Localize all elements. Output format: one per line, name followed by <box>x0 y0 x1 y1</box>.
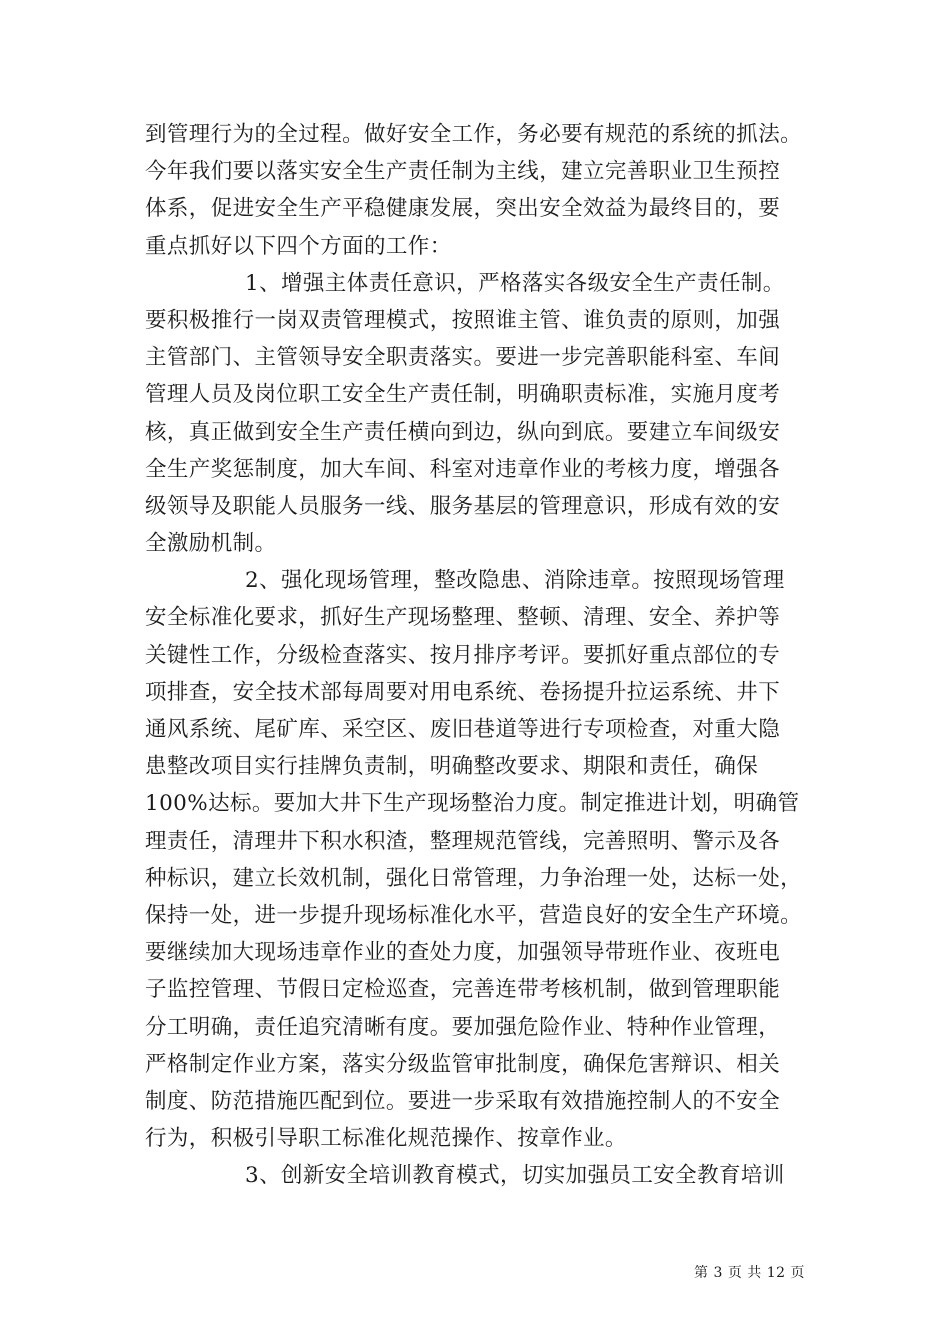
text-line: 种标识，建立长效机制，强化日常管理，力争治理一处，达标一处， <box>145 865 803 891</box>
text-line: 制度、防范措施匹配到位。要进一步采取有效措施控制人的不安全 <box>145 1088 781 1114</box>
text-line: 今年我们要以落实安全生产责任制为主线，建立完善职业卫生预控 <box>145 159 781 185</box>
text-line: 要积极推行一岗双责管理模式，按照谁主管、谁负责的原则，加强 <box>145 307 781 333</box>
text-line: 全生产奖惩制度，加大车间、科室对违章作业的考核力度，增强各 <box>145 456 781 482</box>
text-line: 体系，促进安全生产平稳健康发展，突出安全效益为最终目的，要 <box>145 196 781 222</box>
section-heading-2: 2、强化现场管理，整改隐患、消除违章。按照现场管理 <box>245 568 785 594</box>
text-line: 主管部门、主管领导安全职责落实。要进一步完善职能科室、车间 <box>145 345 781 371</box>
text-line: 子监控管理、节假日定检巡查，完善连带考核机制，做到管理职能 <box>145 977 781 1003</box>
text-line: 行为，积极引导职工标准化规范操作、按章作业。 <box>145 1126 627 1152</box>
text-line: 分工明确，责任追究清晰有度。要加强危险作业、特种作业管理， <box>145 1014 781 1040</box>
text-line: 通风系统、尾矿库、采空区、废旧巷道等进行专项检查，对重大隐 <box>145 717 781 742</box>
text-line: 关键性工作，分级检查落实、按月排序考评。要抓好重点部位的专 <box>145 642 781 668</box>
text-line: 级领导及职能人员服务一线、服务基层的管理意识，形成有效的安 <box>145 493 781 519</box>
text-line: 保持一处，进一步提升现场标准化水平，营造良好的安全生产环境。 <box>145 902 803 928</box>
text-line: 100%达标。要加大井下生产现场整治力度。制定推进计划，明确管 <box>145 791 800 817</box>
text-line: 全激励机制。 <box>145 531 277 557</box>
text-line: 严格制定作业方案，落实分级监管审批制度，确保危害辩识、相关 <box>145 1051 781 1077</box>
text-line: 理责任，清理井下积水积渣，整理规范管线，完善照明、警示及各 <box>145 828 781 854</box>
section-heading-3: 3、创新安全培训教育模式，切实加强员工安全教育培训 <box>245 1163 785 1189</box>
text-line: 管理人员及岗位职工安全生产责任制，明确职责标准，实施月度考 <box>145 382 781 408</box>
page-number: 第 3 页 共 12 页 <box>694 1265 805 1281</box>
body-text <box>145 116 810 1194</box>
section-heading-1: 1、增强主体责任意识，严格落实各级安全生产责任制。 <box>245 270 785 296</box>
text-line: 项排查，安全技术部每周要对用电系统、卷扬提升拉运系统、井下 <box>145 679 781 705</box>
text-line: 到管理行为的全过程。做好安全工作，务必要有规范的系统的抓法。 <box>145 122 803 147</box>
text-line: 要继续加大现场违章作业的查处力度，加强领导带班作业、夜班电 <box>145 940 781 966</box>
text-line: 患整改项目实行挂牌负责制，明确整改要求、期限和责任，确保 <box>145 754 759 780</box>
text-line: 重点抓好以下四个方面的工作： <box>145 233 452 259</box>
text-line: 核，真正做到安全生产责任横向到边，纵向到底。要建立车间级安 <box>145 419 781 445</box>
text-line: 安全标准化要求，抓好生产现场整理、整顿、清理、安全、养护等 <box>145 605 781 631</box>
